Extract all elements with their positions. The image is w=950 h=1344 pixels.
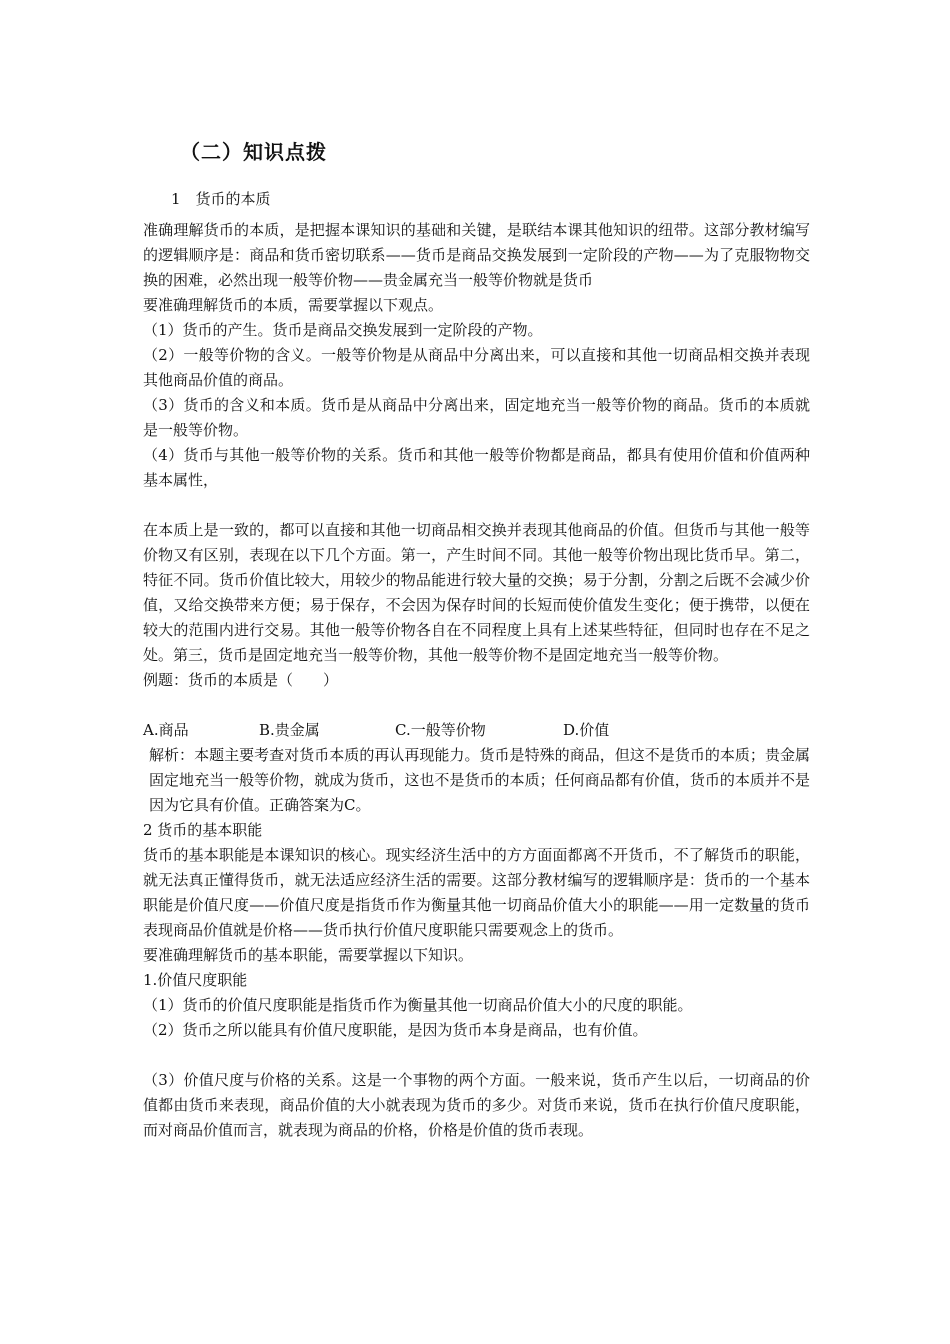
section1-need: 要准确理解货币的本质，需要掌握以下观点。 [143, 296, 444, 314]
section2-intro: 货币的基本职能是本课知识的核心。现实经济生活中的方方面面都离不开货币，不了解货币的职能，就无法真正懂得货币，就无法适应经济生活的需要。这部分教材编写的逻辑顺序是：货币的一个基本职能是价值尺度——价值尺度是指货币作为衡量其他一切商品价值大小的职能——用一定数量的货币表现商品价值就是价格——货币执行价值尺度职能只需要观念上的货币。 [143, 846, 810, 939]
section1-point-2: （2）一般等价物的含义。一般等价物是从商品中分离出来，可以直接和其他一切商品相交换并表现其他商品价值的商品。 [143, 346, 810, 389]
example-question: 例题：货币的本质是（ ） [143, 671, 339, 689]
section1-point-4: （4）货币与其他一般等价物的关系。货币和其他一般等价物都是商品，都具有使用价值和价值两种基本属性， [143, 446, 810, 489]
paragraph-gap [143, 493, 810, 518]
section1-continuation: 在本质上是一致的，都可以直接和其他一切商品相交换并表现其他商品的价值。但货币与其他一般等价物又有区别，表现在以下几个方面。第一，产生时间不同。其他一般等价物出现比货币早。第二，特征不同。货币价值比较大，用较少的物品能进行较大量的交换；易于分割，分割之后既不会减少价值，又给交换带来方便；易于保存，不会因为保存时间的长短而使价值发生变化；便于携带，以便在较大的范围内进行交易。其他一般等价物各自在不同程度上具有上述某些特征，但同时也存在不足之处。第三，货币是固定地充当一般等价物，其他一般等价物不是固定地充当一般等价物。 [143, 521, 810, 664]
document-body [143, 187, 810, 1143]
section1-point-1: （1）货币的产生。货币是商品交换发展到一定阶段的产物。 [143, 321, 543, 339]
section2-point-3: （3）价值尺度与价格的关系。这是一个事物的两个方面。一般来说，货币产生以后，一切商品的价值都由货币来表现，商品价值的大小就表现为货币的多少。对货币来说，货币在执行价值尺度职能，而对商品价值而言，就表现为商品的价格，价格是价值的货币表现。 [143, 1071, 810, 1139]
paragraph-gap [143, 693, 810, 718]
section2-need: 要准确理解货币的基本职能，需要掌握以下知识。 [143, 946, 474, 964]
section-heading: （二）知识点拨 [180, 140, 327, 164]
section2-subtitle: 1.价值尺度职能 [143, 971, 248, 989]
section2-point-1: （1）货币的价值尺度职能是指货币作为衡量其他一切商品价值大小的尺度的职能。 [143, 996, 693, 1014]
example-analysis: 解析：本题主要考查对货币本质的再认再现能力。货币是特殊的商品，但这不是货币的本质；贵金属固定地充当一般等价物，就成为货币，这也不是货币的本质；任何商品都有价值，货币的本质并不是因为它具有价值。正确答案为C。 [149, 746, 810, 814]
section1-point-3: （3）货币的含义和本质。货币是从商品中分离出来，固定地充当一般等价物的商品。货币的本质就是一般等价物。 [143, 396, 810, 439]
section1-intro: 准确理解货币的本质，是把握本课知识的基础和关键，是联结本课其他知识的纽带。这部分教材编写的逻辑顺序是：商品和货币密切联系——货币是商品交换发展到一定阶段的产物——为了克服物物交换的困难，必然出现一般等价物——贵金属充当一般等价物就是货币 [143, 221, 810, 289]
section2-point-2: （2）货币之所以能具有价值尺度职能，是因为货币本身是商品，也有价值。 [143, 1021, 648, 1039]
option-c: C.一般等价物 [395, 721, 486, 739]
answer-options [143, 718, 810, 743]
option-a: A.商品 [143, 721, 189, 739]
paragraph-gap [143, 1043, 810, 1068]
section1-title: 1 货币的本质 [171, 190, 271, 208]
option-b: B.贵金属 [259, 721, 320, 739]
option-d: D.价值 [563, 721, 610, 739]
section2-title: 2 货币的基本职能 [143, 821, 263, 839]
